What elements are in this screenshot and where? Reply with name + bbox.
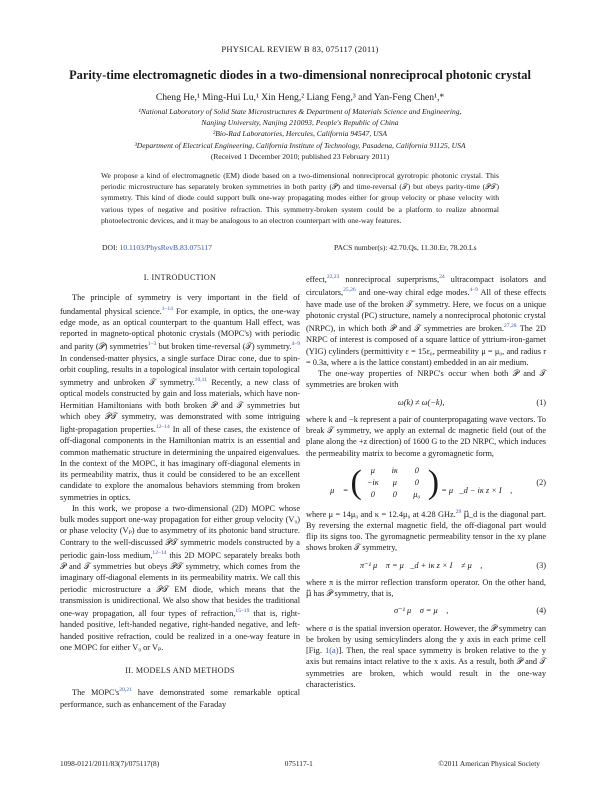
doi-link[interactable]: 10.1103/PhysRevB.83.075117 <box>119 243 212 252</box>
figure-link[interactable]: 1(a) <box>325 646 339 655</box>
doi-label: DOI: <box>102 243 118 252</box>
citation-link[interactable]: 27,28 <box>503 323 517 329</box>
citation-link[interactable]: 4–9 <box>291 341 300 348</box>
paragraph: The $MOPC's^{20,21}$ have demonstrated some remarkable optical performance, such as enhancement of the Faraday <box>60 687 300 709</box>
affiliation-line: ¹National Laboratory of Solid State Microstructures & Department of Materials Science and Engineering, <box>138 107 462 116</box>
right-column <box>306 272 546 690</box>
author-list: Cheng He,¹ Ming-Hui Lu,¹ Xin Heng,² Liang Feng,³ and Yan-Feng Chen¹,* <box>155 92 445 103</box>
citation-link[interactable]: 4–9 <box>469 287 478 294</box>
affiliation-line: Nanjing University, Nanjing 210093, People's Republic of China <box>201 118 399 128</box>
footer-code: 1098-0121/2011/83(7)/075117(8) <box>60 759 160 768</box>
copyright: ©2011 American Physical Society <box>438 759 540 768</box>
paragraph: where σ is the spatial inversion operator. However, the 𝒫 symmetry can be broken by using semicylinders along the y axis in each prime cell [Fig. 1(a)]. Then, the real space symmetry is broken relative to the y axis but remains intact relative to the x axis. As a result, both 𝒫 and 𝒯 symmetries are broken, which would result in the one-way characteristics. <box>306 623 546 689</box>
abstract: We propose a kind of electromagnetic (EM) diode based on a two-dimensional nonreciprocal gyrotropic photonic crystal. This periodic microstructure has separately broken symmetries in both parity (𝒫) and time-reversal (𝒯) but obeys parity-time (𝒫𝒯) symmetry. This kind of diode could support bulk one-way propagating modes either for group velocity or phase velocity with various types of negative and positive refraction. This symmetry-broken system could be a platform to realize abnormal photoelectronic devices, and it may be analogous to an electron counterpart with one-way features. <box>101 171 499 225</box>
citation-link[interactable]: 10,11 <box>194 377 208 383</box>
citation-link[interactable]: 24 <box>439 274 445 280</box>
page-number: 075117-1 <box>284 759 313 768</box>
affiliations <box>60 106 540 162</box>
doi-line <box>102 243 212 252</box>
paragraph: The principle of symmetry is very important in the field of fundamental physical science.$^{1-14}$ For example, in optics, the one-way edge mode, as an optical counterpart to the quantum Hall effect, was reported in magneto-optical photonic crystals (MOPC's) with periodic and parity (𝒫) symmetries$^{1-3}$ but broken time-reversal (𝒯) symmetry.$^{4-9}$ In condensed-matter physics, a single surface Dirac cone, due to spin-orbit coupling, results in a topological insulator with certain topological symmetry and unbroken 𝒯 symmetry.$^{10,11}$ Recently, a new class of optical models constructed by gain and loss materials, which have non-Hermitian Hamiltonians with both broken 𝒫 and 𝒯 symmetries but which obey 𝒫𝒯 symmetry, was demonstrated with some intriguing light-propagation properties.$^{12-14}$ In all of these cases, the existence of off-diagonal components in the Hamiltonian matrix is an essential and common mathematic structure in determining the unpaired eigenvalues. In the context of the MOPC, it has imaginary off-diagonal elements in its permeability matrix, thus it could be considered to be an excellent candidate to explore the anomalous behaviors stemming from broken symmetries in optics. <box>60 293 300 502</box>
page-footer <box>60 759 540 768</box>
pacs-numbers: PACS number(s): 42.70.Qs, 11.30.Er, 78.20.Ls <box>334 243 477 252</box>
equation-1: ω(k) ≠ ω(−k), (1) <box>397 397 546 407</box>
citation-link[interactable]: 15–19 <box>235 608 250 614</box>
journal-header: PHYSICAL REVIEW B 83, 075117 (2011) <box>221 44 379 54</box>
citation-link[interactable]: 29 <box>455 508 462 515</box>
affiliation-line: ²Bio-Rad Laboratories, Hercules, California 94547, USA <box>212 129 388 139</box>
paragraph: In this work, we propose a two-dimensional (2D) MOPC whose bulk modes support one-way propagation for either group velocity (V₉) or phase velocity (Vₚ) due to asymmetry of its photonic band structure. Contrary to the well-discussed 𝒫𝒯 symmetric models constructed by a periodic gain-loss medium,$^{12-14}$ this 2D MOPC separately breaks both 𝒫 and 𝒯 symmetries but obeys 𝒫𝒯 symmetry, which comes from the imaginary off-diagonal elements in its permeability matrix. We call this periodic microstructure a 𝒫𝒯 EM diode, which means that the transmission is unidirectional. We also show that besides the traditional one-way propagation, all four types of refraction,$^{15-19}$ that is, right-handed positive, left-handed negative, right-handed negative, and left-handed positive refraction, could be realized in a one-way feature in one MOPC for either V₉ or Vₚ. <box>60 503 300 652</box>
permeability-matrix: ( μ iκ 0 −iκ μ 0 0 0 μ₀ ) <box>350 463 440 501</box>
paragraph: where π is the mirror reflection transform operator. On the other hand, μ⃡ has 𝒫 symmetry, that is, <box>306 577 546 598</box>
section-heading-introduction: I. INTRODUCTION <box>143 273 217 282</box>
equation-2: μ⃡ = ( μ iκ 0 −iκ μ 0 0 0 μ₀ ) = μ⃡_d − iκ z × I⃡ , (2) <box>330 463 546 501</box>
equation-number: (1) <box>536 397 546 407</box>
paragraph: where μ = 14μ₀ and κ = 12.4μ₀ at 4.28 GHz.$^{29}$ μ⃡_d is the diagonal part. By reversing the external magnetic field, the off-diagonal part would flip its signs too. The gyromagnetic permeability tensor in the xy plane shows broken 𝒯 symmetry, <box>306 508 546 553</box>
affiliation-line: ³Department of Electrical Engineering, California Institute of Technology, Pasadena, California 91125, USA <box>134 140 466 150</box>
citation-link[interactable]: 20,21 <box>119 687 132 694</box>
section-heading-models: II. MODELS AND METHODS <box>125 666 235 675</box>
citation-link[interactable]: 1–14 <box>161 305 173 312</box>
citation-link[interactable]: 12–14 <box>155 424 170 430</box>
paper-title: Parity-time electromagnetic diodes in a two-dimensional nonreciprocal photonic crystal <box>69 68 531 82</box>
paragraph: effect,$^{22,23}$ nonreciprocal superprisms,$^{24}$ ultracompact isolators and circulators,$^{25,26}$ and one-way chiral edge modes.$^{4-9}$ All of these effects have made use of the broken 𝒯 symmetry. Here, we focus on a unique photonic crystal (PC) structure, namely a nonreciprocal photonic crystal (NRPC), in which both 𝒫 and 𝒯 symmetries are broken.$^{27,28}$ The 2D NRPC of interest is composed of a square lattice of yttrium-iron-garnet (YIG) cylinders (permittivity ε = 15ε₀, permeability μ = μ₀, and radius r = 0.3a, where a is the lattice constant) embedded in an air medium. <box>306 274 547 367</box>
equation-number: (4) <box>536 606 546 616</box>
equation-3: π⁻¹ μ⃡ π = μ⃡_d + iκ z × I⃡ ≠ μ⃡ , (3) <box>359 560 546 570</box>
paragraph: The one-way properties of NRPC's occur when both 𝒫 and 𝒯 symmetries are broken with <box>306 369 546 390</box>
equation-4: σ⁻¹ μ⃡ σ = μ⃡ , (4) <box>393 606 546 616</box>
received-dates: (Received 1 December 2010; published 23 February 2011) <box>210 151 390 161</box>
left-column <box>60 272 300 710</box>
paragraph: where k and −k represent a pair of counterpropagating wave vectors. To break 𝒯 symmetry, we apply an external dc magnetic field (out of the plane along the +z direction) of 1600 G to the 2D NRPC, which induces the permeability matrix to become a gyromagnetic form, <box>306 414 546 458</box>
citation-link[interactable]: 25,26 <box>343 287 356 294</box>
citation-link[interactable]: 12–14 <box>152 549 167 556</box>
citation-link[interactable]: 1–3 <box>147 341 157 348</box>
equation-number: (3) <box>536 560 546 570</box>
equation-number: (2) <box>536 478 546 487</box>
citation-link[interactable]: 22,23 <box>326 274 340 280</box>
